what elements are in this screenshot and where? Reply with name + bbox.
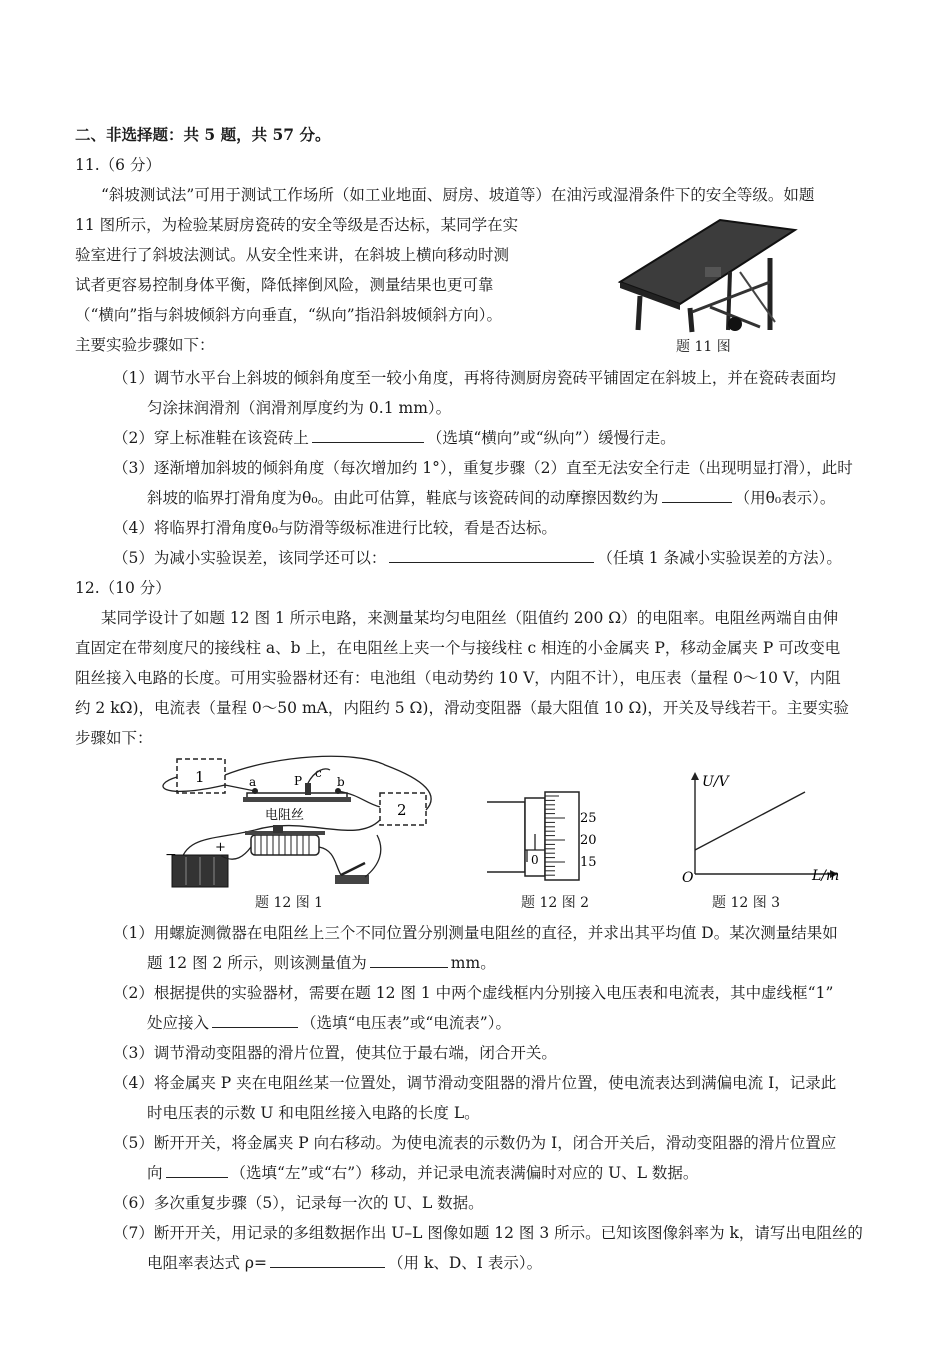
q11-step-5 xyxy=(113,547,842,569)
box-2-label: 2 xyxy=(397,801,407,819)
q12-step-1-answer-blank[interactable] xyxy=(370,953,448,968)
micrometer-scale-25: 25 xyxy=(580,811,597,826)
q12-step-7-line-1: （7）断开开关，用记录的多组数据作出 U–L 图像如题 12 图 3 所示。已知该图像斜率为 k，请写出电阻丝的 xyxy=(113,1224,863,1242)
section-header: 二、非选择题：共 5 题，共 57 分。 xyxy=(75,125,331,144)
q12-step-5-line-2 xyxy=(147,1162,698,1184)
q11-step-3-line-2 xyxy=(147,487,835,509)
figure-12-3-caption: 题 12 图 3 xyxy=(712,895,781,911)
q11-number: 11.（6 分） xyxy=(75,156,161,174)
figure-11-caption: 题 11 图 xyxy=(676,339,731,355)
q12-step-2-line-2 xyxy=(147,1012,511,1034)
box-1-label: 1 xyxy=(195,768,205,786)
q12-step-2-answer-blank[interactable] xyxy=(212,1013,298,1028)
figure-12-2-caption: 题 12 图 2 xyxy=(521,895,590,911)
q11-step-2-text-tail: （选填“横向”或“纵向”）缓慢行走。 xyxy=(426,429,676,447)
micrometer-scale-20: 20 xyxy=(580,833,597,848)
q12-step-5-line-1: （5）断开开关，将金属夹 P 向右移动。为使电流表的示数仍为 I，闭合开关后，滑动变阻器的滑片位置应 xyxy=(113,1134,837,1152)
q11-intro-line-4: 试者更容易控制身体平衡，降低摔倒风险，测量结果也更可靠 xyxy=(75,276,494,294)
y-axis-label: U/V xyxy=(702,774,729,790)
q12-step-1-line-2 xyxy=(147,952,496,974)
q12-intro-line-3: 阻丝接入电路的长度。可用实验器材还有：电池组（电动势约 10 V，内阻不计），电压表（量程 0～10 V，内阻 xyxy=(75,669,841,687)
q11-step-2-answer-blank[interactable] xyxy=(312,428,424,443)
q11-intro-line-1: “斜坡测试法”可用于测试工作场所（如工业地面、厨房、坡道等）在油污或湿滑条件下的安全等级。如题 xyxy=(101,186,815,204)
figure-12-2-micrometer xyxy=(485,790,615,885)
q12-step-7-answer-blank[interactable] xyxy=(270,1253,385,1268)
q11-intro-line-2: 11 图所示，为检验某厨房瓷砖的安全等级是否达标，某同学在实 xyxy=(75,216,519,234)
q12-intro-line-4: 约 2 kΩ)，电流表（量程 0～50 mA，内阻约 5 Ω)，滑动变阻器（最大阻值 10 Ω)，开关及导线若干。主要实验 xyxy=(75,699,849,717)
figure-12-1-caption: 题 12 图 1 xyxy=(255,895,324,911)
q12-intro-line-2: 直固定在带刻度尺的接线柱 a、b 上，在电阻丝上夹一个与接线柱 c 相连的小金属夹 P，移动金属夹 P 可改变电 xyxy=(75,639,841,657)
micrometer-scale-15: 15 xyxy=(580,855,597,870)
q11-step-4: （4）将临界打滑角度θ₀与防滑等级标准进行比较，看是否达标。 xyxy=(113,519,557,537)
terminal-a-label: a xyxy=(249,775,257,789)
resistance-wire-label: 电阻丝 xyxy=(265,808,305,823)
q11-step-5-text-tail: （任填 1 条减小实验误差的方法）。 xyxy=(597,549,842,567)
q11-step-3-answer-blank[interactable] xyxy=(662,488,732,503)
figure-12-3-graph xyxy=(680,770,840,885)
q12-step-2-text-tail: （选填“电压表”或“电流表”）。 xyxy=(301,1014,511,1032)
q11-step-2-text: （2）穿上标准鞋在该瓷砖上 xyxy=(113,429,309,447)
q12-intro-line-1: 某同学设计了如题 12 图 1 所示电路，来测量某均匀电阻丝（阻值约 200 Ω）的电阻率。电阻丝两端自由伸 xyxy=(101,609,839,627)
q12-step-7-line-2 xyxy=(147,1252,542,1274)
figure-12-1-circuit xyxy=(155,755,445,895)
q12-intro-line-5: 步骤如下： xyxy=(75,729,153,747)
terminal-b-label: b xyxy=(337,775,345,789)
terminal-c-label: c xyxy=(315,766,322,780)
q11-step-1-line-2: 匀涂抹润滑剂（润滑剂厚度约为 0.1 mm）。 xyxy=(147,399,452,417)
q12-step-2-line-1: （2）根据提供的实验器材，需要在题 12 图 1 中两个虚线框内分别接入电压表和电流表，其中虚线框“1” xyxy=(113,984,834,1002)
q12-step-4-line-2: 时电压表的示数 U 和电阻丝接入电路的长度 L。 xyxy=(147,1104,480,1122)
q11-intro-line-3: 验室进行了斜坡法测试。从安全性来讲，在斜坡上横向移动时测 xyxy=(75,246,510,264)
q11-step-1-line-1: （1）调节水平台上斜坡的倾斜角度至一较小角度，再将待测厨房瓷砖平铺固定在斜坡上，并在瓷砖表面均 xyxy=(113,369,836,387)
q11-intro-line-6: 主要实验步骤如下： xyxy=(75,336,215,354)
micrometer-main-zero: 0 xyxy=(531,853,539,867)
q11-step-3-text-tail: （用θ₀表示）。 xyxy=(734,489,836,507)
q11-step-5-answer-blank[interactable] xyxy=(389,548,594,563)
q12-step-1-text-tail: mm。 xyxy=(450,954,496,972)
q11-intro-line-5: （“横向”指与斜坡倾斜方向垂直，“纵向”指沿斜坡倾斜方向）。 xyxy=(75,306,502,324)
q12-step-6: （6）多次重复步骤（5），记录每一次的 U、L 数据。 xyxy=(113,1194,484,1212)
q11-step-3-line-1: （3）逐渐增加斜坡的倾斜角度（每次增加约 1°），重复步骤（2）直至无法安全行走（出现明显打滑），此时 xyxy=(113,459,853,477)
figure-11-ramp-photo xyxy=(610,212,800,334)
q12-step-1-line-1: （1）用螺旋测微器在电阻丝上三个不同位置分别测量电阻丝的直径，并求出其平均值 D。某次测量结果如 xyxy=(113,924,838,942)
q12-step-7-text-tail: （用 k、D、I 表示）。 xyxy=(388,1254,543,1272)
battery-minus-label: − xyxy=(165,847,177,863)
clip-p-label: P xyxy=(294,774,303,788)
q12-step-3: （3）调节滑动变阻器的滑片位置，使其位于最右端，闭合开关。 xyxy=(113,1044,557,1062)
q11-step-3-text: 斜坡的临界打滑角度为θ₀。由此可估算，鞋底与该瓷砖间的动摩擦因数约为 xyxy=(147,489,659,507)
q12-step-1-text: 题 12 图 2 所示，则该测量值为 xyxy=(147,954,367,972)
q12-step-2-text: 处应接入 xyxy=(147,1014,210,1032)
q12-number: 12.（10 分） xyxy=(75,579,171,597)
q12-step-5-text: 向 xyxy=(147,1164,163,1182)
u-l-line xyxy=(695,792,805,850)
q12-step-5-answer-blank[interactable] xyxy=(166,1163,228,1178)
q12-step-4-line-1: （4）将金属夹 P 夹在电阻丝某一位置处，调节滑动变阻器的滑片位置，使电流表达到满偏电流 I，记录此 xyxy=(113,1074,837,1092)
q11-step-5-text: （5）为减小实验误差，该同学还可以： xyxy=(113,549,387,567)
q11-step-2 xyxy=(113,427,676,449)
x-axis-label: L/m xyxy=(812,868,840,884)
origin-label: O xyxy=(682,870,694,885)
q12-step-7-text: 电阻率表达式 ρ= xyxy=(147,1254,268,1272)
battery-plus-label: + xyxy=(215,840,226,855)
q12-step-5-text-tail: （选填“左”或“右”）移动，并记录电流表满偏时对应的 U、L 数据。 xyxy=(230,1164,699,1182)
